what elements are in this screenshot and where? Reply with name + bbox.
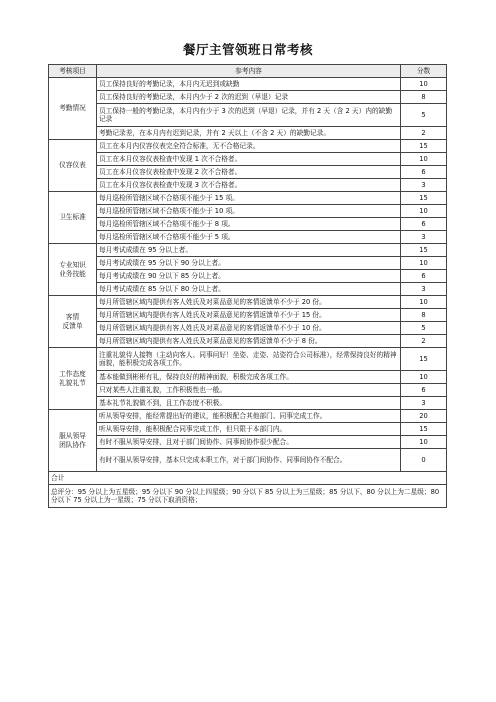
content-cell: 每月巡检所管辖区域不合格项不能少于 15 项。: [97, 192, 401, 205]
table-row: [49, 270, 447, 283]
content-cell: 听从领导安排，能积极配合同事完成工作，但只限于本部门内。: [97, 423, 401, 436]
table-row: [49, 436, 447, 449]
content-cell: 员工保持良好的考勤记录，本月内无迟到或缺勤: [97, 78, 401, 91]
content-cell: 基本能做到彬彬有礼，保持良好的精神面貌，积极完成各项工作。: [97, 371, 401, 384]
table-row: [49, 244, 447, 257]
table-row: [49, 127, 447, 140]
content-cell: 每月考试成绩在 85 分以下 80 分以上者。: [97, 283, 401, 296]
table-row: [49, 397, 447, 410]
category-cell: 客情 反馈单: [49, 296, 97, 348]
table-body: [49, 78, 447, 472]
table-row: [49, 384, 447, 397]
score-cell: 8: [401, 91, 447, 104]
score-cell: 8: [401, 309, 447, 322]
content-cell: 员工在本月仪容仪表检查中发现 1 次不合格者。: [97, 153, 401, 166]
total-label: 合计: [49, 472, 447, 485]
table-row: [49, 283, 447, 296]
category-cell: 服从领导 团队协作: [49, 410, 97, 472]
score-cell: 15: [401, 244, 447, 257]
summary-text: 总评分：95 分以上为五星级；95 分以下 90 分以上四星级；90 分以下 85 分以上为三星级；85 分以下、80 分以上为二星级；80 分以下 75 分以上为一星级；75 分以下取消资格；: [49, 485, 447, 508]
table-row: [49, 257, 447, 270]
table-row: [49, 218, 447, 231]
score-cell: 15: [401, 348, 447, 371]
score-cell: 2: [401, 127, 447, 140]
content-cell: 有时不服从领导安排，基本只完成本职工作，对于部门间协作、同事间协作不配合。: [97, 449, 401, 472]
content-cell: 每月考试成绩在 95 分以上者。: [97, 244, 401, 257]
content-cell: 每月所管辖区域内提供有客人姓氏及对菜品意见的客情返馈单不少于 10 份。: [97, 322, 401, 335]
score-cell: 10: [401, 436, 447, 449]
category-cell: 工作态度 礼貌礼节: [49, 348, 97, 410]
table-row: [49, 371, 447, 384]
summary-row: [49, 485, 447, 508]
score-cell: 2: [401, 335, 447, 348]
table-row: [49, 140, 447, 153]
content-cell: 员工在本月仪容仪表检查中发现 3 次不合格者。: [97, 179, 401, 192]
table-row: [49, 91, 447, 104]
content-cell: 员工保持良好的考勤记录，本月内少于 2 次的迟到（早退）记录: [97, 91, 401, 104]
content-cell: 每月所管辖区域内提供有客人姓氏及对菜品意见的客情返馈单不少于 8 份。: [97, 335, 401, 348]
category-cell: 考勤情况: [49, 78, 97, 140]
category-cell: 仪容仪表: [49, 140, 97, 192]
content-cell: 每月巡检所管辖区域不合格项不能少于 8 项。: [97, 218, 401, 231]
content-cell: 基本礼节礼貌做不到，且工作态度不积极。: [97, 397, 401, 410]
score-cell: 3: [401, 283, 447, 296]
content-cell: 员工在本月仪容仪表检查中发现 2 次不合格者。: [97, 166, 401, 179]
assessment-table: [48, 64, 447, 508]
header-item: 考核项目: [49, 65, 97, 78]
content-cell: 员工保持一般的考勤记录，本月内有少于 3 次的迟到（早退）记录，并有 2 天（含 2 天）内的缺勤记录: [97, 104, 401, 127]
page-title: 餐厅主管领班日常考核: [182, 42, 313, 57]
table-row: [49, 309, 447, 322]
score-cell: 6: [401, 270, 447, 283]
table-row: [49, 296, 447, 309]
score-cell: 10: [401, 371, 447, 384]
table-row: [49, 153, 447, 166]
table-row: [49, 179, 447, 192]
score-cell: 20: [401, 410, 447, 423]
header-score: 分数: [401, 65, 447, 78]
content-cell: 员工在本月内仪容仪表完全符合标准，无不合格记录。: [97, 140, 401, 153]
header-content: 参考内容: [97, 65, 401, 78]
content-cell: 每月所管辖区域内提供有客人姓氏及对菜品意见的客情返馈单不少于 15 份。: [97, 309, 401, 322]
table-row: [49, 423, 447, 436]
table-row: [49, 449, 447, 472]
score-cell: 15: [401, 192, 447, 205]
content-cell: 每月巡检所管辖区域不合格项不能少于 5 项。: [97, 231, 401, 244]
score-cell: 6: [401, 384, 447, 397]
score-cell: 15: [401, 140, 447, 153]
score-cell: 15: [401, 423, 447, 436]
table-row: [49, 322, 447, 335]
score-cell: 10: [401, 205, 447, 218]
score-cell: 0: [401, 449, 447, 472]
content-cell: 每月考试成绩在 90 分以下 85 分以上者。: [97, 270, 401, 283]
category-cell: 专业知识 业务技能: [49, 244, 97, 296]
content-cell: 每月所管辖区域内提供有客人姓氏及对菜品意见的客情返馈单不少于 20 份。: [97, 296, 401, 309]
content-cell: 考勤记录差，在本月内有迟到记录，并有 2 天以上（不含 2 天）的缺勤记录。: [97, 127, 401, 140]
score-cell: 10: [401, 78, 447, 91]
score-cell: 6: [401, 218, 447, 231]
table-row: [49, 192, 447, 205]
table-row: [49, 410, 447, 423]
score-cell: 3: [401, 231, 447, 244]
table-header-row: [49, 65, 447, 78]
table-row: [49, 335, 447, 348]
score-cell: 10: [401, 296, 447, 309]
score-cell: 10: [401, 257, 447, 270]
total-row: [49, 472, 447, 485]
score-cell: 6: [401, 166, 447, 179]
content-cell: 每月巡检所管辖区域不合格项不能少于 10 项。: [97, 205, 401, 218]
content-cell: 每月考试成绩在 95 分以下 90 分以上者。: [97, 257, 401, 270]
table-row: [49, 231, 447, 244]
score-cell: 3: [401, 397, 447, 410]
category-cell: 卫生标准: [49, 192, 97, 244]
table-row: [49, 205, 447, 218]
score-cell: 5: [401, 322, 447, 335]
score-cell: 3: [401, 179, 447, 192]
score-cell: 10: [401, 153, 447, 166]
table-row: [49, 104, 447, 127]
table-row: [49, 166, 447, 179]
content-cell: 有时不服从领导安排，且对于部门间协作、同事间协作很少配合。: [97, 436, 401, 449]
content-cell: 注重礼貌待人接物（主动向客人、同事问好！坐姿、走姿、站姿符合公司标准），经常保持良好的精神面貌，能积极完成各项工作。: [97, 348, 401, 371]
content-cell: 只对某些人注重礼貌，工作积极性也一般。: [97, 384, 401, 397]
score-cell: 5: [401, 104, 447, 127]
table-row: [49, 348, 447, 371]
table-row: [49, 78, 447, 91]
content-cell: 听从领导安排，能经常提出好的建议，能积极配合其他部门、同事完成工作。: [97, 410, 401, 423]
